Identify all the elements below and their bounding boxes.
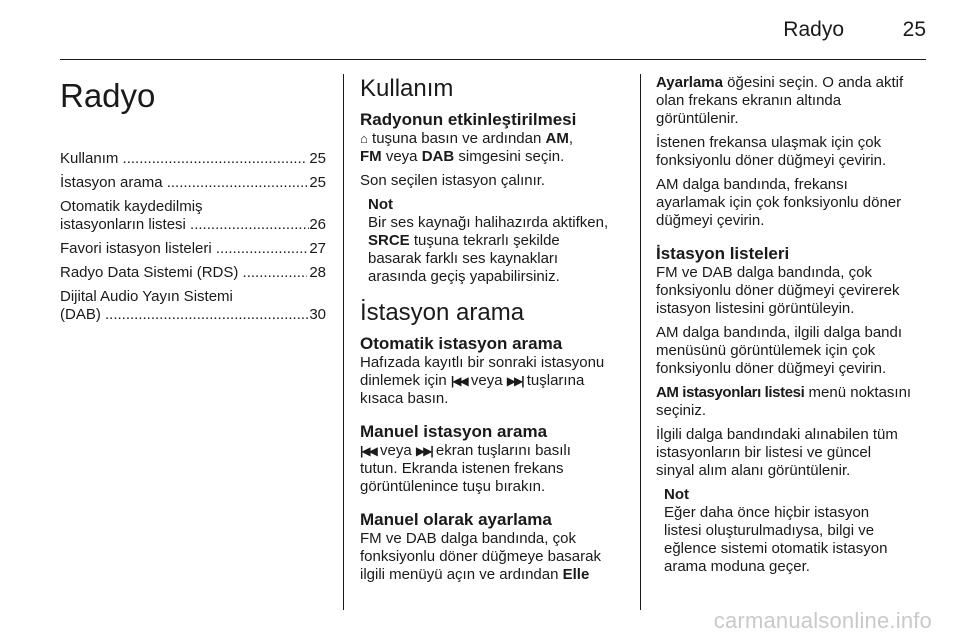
paragraph: Hafızada kayıtlı bir sonraki istasyonu dinlemek için |◀◀ veya ▶▶| tuşlarına kısaca basın. xyxy=(360,354,605,407)
paragraph: AM istasyonları listesi menü noktasını seçiniz. xyxy=(656,384,912,419)
chapter-title: Radyo xyxy=(60,77,156,114)
section-heading: Kullanım xyxy=(360,75,454,102)
subsection-heading: İstasyon listeleri xyxy=(656,244,790,263)
header-rule xyxy=(60,59,926,60)
skip-forward-icon: ▶▶| xyxy=(415,444,432,458)
paragraph: AM dalga bandında, frekansı ayarlamak için çok fonksiyonlu döner düğmeyi çevirin. xyxy=(656,176,902,229)
toc-entry-page: 26 xyxy=(309,216,326,233)
paragraph: AM dalga bandında, ilgili dalga bandı menüsünü görüntülemek için çok fonksiyonlu döner düğmeyi çevirin. xyxy=(656,324,903,377)
header-section-title: Radyo xyxy=(783,18,844,41)
paragraph: FM ve DAB dalga bandında, çok fonksiyonlu döner düğmeyi çevirerek istasyon listesini görüntüleyin. xyxy=(656,264,900,317)
subsection-heading: Manuel olarak ayarlama xyxy=(360,510,552,529)
paragraph: FM ve DAB dalga bandında, çok fonksiyonlu döner düğmeye basarak ilgili menüyü açın ve ardından Elle xyxy=(360,530,601,583)
toc-entry-text: Dijital Audio Yayın Sistemi xyxy=(60,288,233,305)
column-divider xyxy=(343,74,344,610)
section-heading: İstasyon arama xyxy=(360,299,525,326)
toc-entry-text: Kullanım ..... xyxy=(60,150,307,168)
paragraph: İlgili dalga bandındaki alınabilen tüm istasyonların bir listesi ve güncel sinyal alım alanı görüntülenir. xyxy=(656,426,898,479)
toc-entry-text: Otomatik kaydedilmiş xyxy=(60,198,203,215)
watermark: carmanualsonline.info xyxy=(713,608,932,633)
toc-entry-text: İstasyon arama ..... xyxy=(60,174,307,192)
paragraph: Son seçilen istasyon çalınır. xyxy=(360,172,546,189)
toc-entry-page: 30 xyxy=(309,306,326,323)
note-title: Not xyxy=(368,196,393,213)
toc-entry[interactable] xyxy=(60,288,326,324)
toc-entry[interactable] xyxy=(60,174,326,192)
toc-entry-page: 25 xyxy=(309,174,326,191)
toc-entry[interactable] xyxy=(60,150,326,168)
toc-entry-text: (DAB) ..... xyxy=(60,306,309,324)
toc-column xyxy=(60,74,326,330)
paragraph: ⌂ tuşuna basın ve ardından AM, FM veya DAB simgesini seçin. xyxy=(360,130,573,165)
content-column-middle xyxy=(360,74,632,584)
paragraph: İstenen frekansa ulaşmak için çok fonksiyonlu döner düğmeyi çevirin. xyxy=(656,134,887,169)
page-header xyxy=(0,14,960,54)
column-divider xyxy=(640,74,641,610)
skip-back-icon: |◀◀ xyxy=(360,444,376,458)
note-box: Not Bir ses kaynağı halihazırda aktifken, SRCE tuşuna tekrarlı şekilde basarak farklı ses kaynakları arasında geçiş yapabilirsiniz. xyxy=(360,196,632,286)
toc-entry-page: 27 xyxy=(309,240,326,257)
toc-entry[interactable] xyxy=(60,264,326,282)
paragraph: Ayarlama öğesini seçin. O anda aktif olan frekans ekranın altında görüntülenir. xyxy=(656,74,904,127)
note-title: Not xyxy=(664,486,689,503)
header-page-number: 25 xyxy=(902,18,926,41)
toc-entry[interactable] xyxy=(60,240,326,258)
toc-entry[interactable] xyxy=(60,198,326,234)
toc-entry-page: 25 xyxy=(309,150,326,167)
toc-entry-page: 28 xyxy=(309,264,326,281)
skip-forward-icon: ▶▶| xyxy=(506,374,523,388)
subsection-heading: Manuel istasyon arama xyxy=(360,422,548,441)
note-box: Not Eğer daha önce hiçbir istasyon listesi oluşturulmadıysa, bilgi ve eğlence sistemi otomatik istasyon arama moduna geçer. xyxy=(656,486,928,576)
content-column-right xyxy=(656,74,928,582)
skip-back-icon: |◀◀ xyxy=(450,374,467,388)
paragraph: |◀◀ veya ▶▶| ekran tuşlarını basılı tutun. Ekranda istenen frekans görüntülenince tuşu bırakın. xyxy=(360,442,571,495)
toc-entry-text: istasyonların listesi ..... xyxy=(60,216,309,234)
toc-entry-text: Radyo Data Sistemi (RDS) ..... xyxy=(60,264,307,282)
subsection-heading: Otomatik istasyon arama xyxy=(360,334,563,353)
toc-entry-text: Favori istasyon listeleri ..... xyxy=(60,240,307,258)
home-icon: ⌂ xyxy=(360,131,368,146)
subsection-heading: Radyonun etkinleştirilmesi xyxy=(360,110,577,129)
